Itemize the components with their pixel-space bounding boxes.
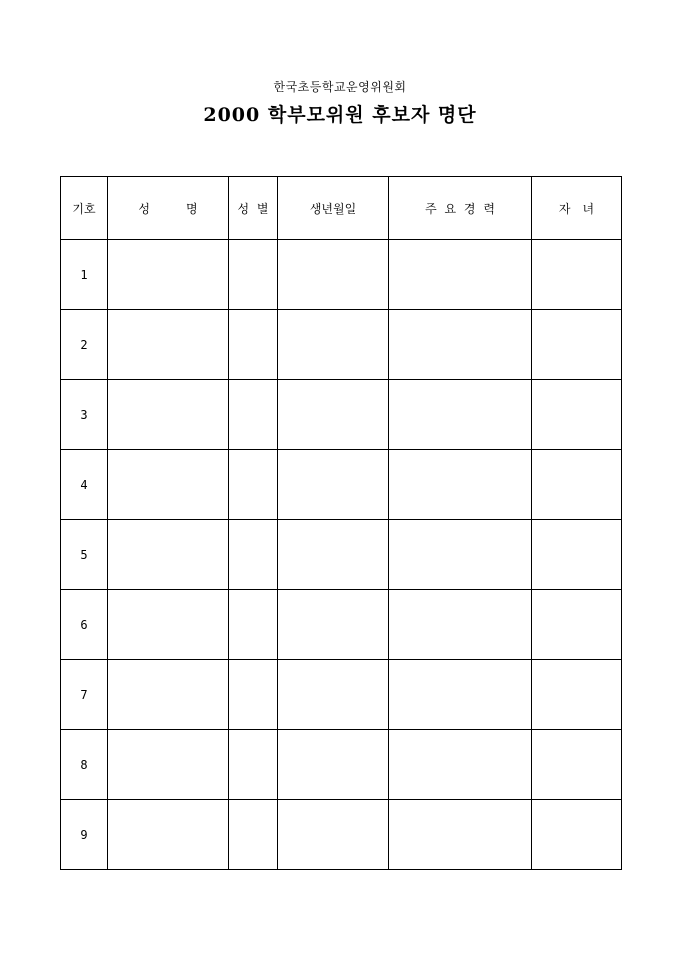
cell-name	[108, 310, 229, 380]
cell-gender	[229, 730, 278, 800]
organization-name: 한국초등학교운영위원회	[273, 80, 407, 94]
cell-birthdate	[278, 310, 389, 380]
cell-gender	[229, 660, 278, 730]
cell-gender	[229, 380, 278, 450]
cell-career	[389, 800, 532, 870]
cell-children	[532, 800, 622, 870]
cell-number: 1	[61, 240, 108, 310]
cell-career	[389, 450, 532, 520]
cell-name	[108, 660, 229, 730]
cell-children	[532, 590, 622, 660]
cell-children	[532, 450, 622, 520]
col-header-birthdate: 생년월일	[278, 177, 389, 240]
cell-career	[389, 590, 532, 660]
cell-birthdate	[278, 240, 389, 310]
cell-gender	[229, 240, 278, 310]
cell-number: 6	[61, 590, 108, 660]
cell-children	[532, 520, 622, 590]
cell-career	[389, 520, 532, 590]
cell-name	[108, 450, 229, 520]
cell-birthdate	[278, 520, 389, 590]
cell-birthdate	[278, 730, 389, 800]
table-row	[61, 310, 622, 380]
cell-number: 7	[61, 660, 108, 730]
cell-gender	[229, 800, 278, 870]
page-title: 2000 학부모위원 후보자 명단	[203, 104, 477, 126]
table-row	[61, 450, 622, 520]
cell-birthdate	[278, 450, 389, 520]
cell-name	[108, 240, 229, 310]
cell-gender	[229, 450, 278, 520]
col-header-career: 주 요 경 력	[389, 177, 532, 240]
cell-number: 5	[61, 520, 108, 590]
table-row	[61, 590, 622, 660]
table-header-row	[61, 177, 622, 240]
cell-children	[532, 240, 622, 310]
col-header-gender: 성 별	[229, 177, 278, 240]
table-row	[61, 730, 622, 800]
cell-career	[389, 310, 532, 380]
cell-children	[532, 380, 622, 450]
cell-name	[108, 380, 229, 450]
cell-gender	[229, 590, 278, 660]
cell-number: 8	[61, 730, 108, 800]
cell-birthdate	[278, 660, 389, 730]
cell-career	[389, 660, 532, 730]
candidate-table	[60, 176, 622, 870]
table-row	[61, 660, 622, 730]
cell-name	[108, 590, 229, 660]
cell-birthdate	[278, 590, 389, 660]
cell-name	[108, 520, 229, 590]
col-header-name: 성 명	[108, 177, 229, 240]
cell-career	[389, 380, 532, 450]
col-header-number: 기호	[61, 177, 108, 240]
table-row	[61, 380, 622, 450]
cell-number: 9	[61, 800, 108, 870]
cell-number: 2	[61, 310, 108, 380]
table-row	[61, 800, 622, 870]
cell-children	[532, 660, 622, 730]
cell-gender	[229, 520, 278, 590]
table-row	[61, 240, 622, 310]
cell-number: 4	[61, 450, 108, 520]
cell-name	[108, 800, 229, 870]
cell-children	[532, 730, 622, 800]
cell-number: 3	[61, 380, 108, 450]
cell-gender	[229, 310, 278, 380]
cell-birthdate	[278, 380, 389, 450]
table-row	[61, 520, 622, 590]
cell-name	[108, 730, 229, 800]
cell-birthdate	[278, 800, 389, 870]
cell-career	[389, 730, 532, 800]
col-header-children: 자 녀	[532, 177, 622, 240]
cell-children	[532, 310, 622, 380]
cell-career	[389, 240, 532, 310]
